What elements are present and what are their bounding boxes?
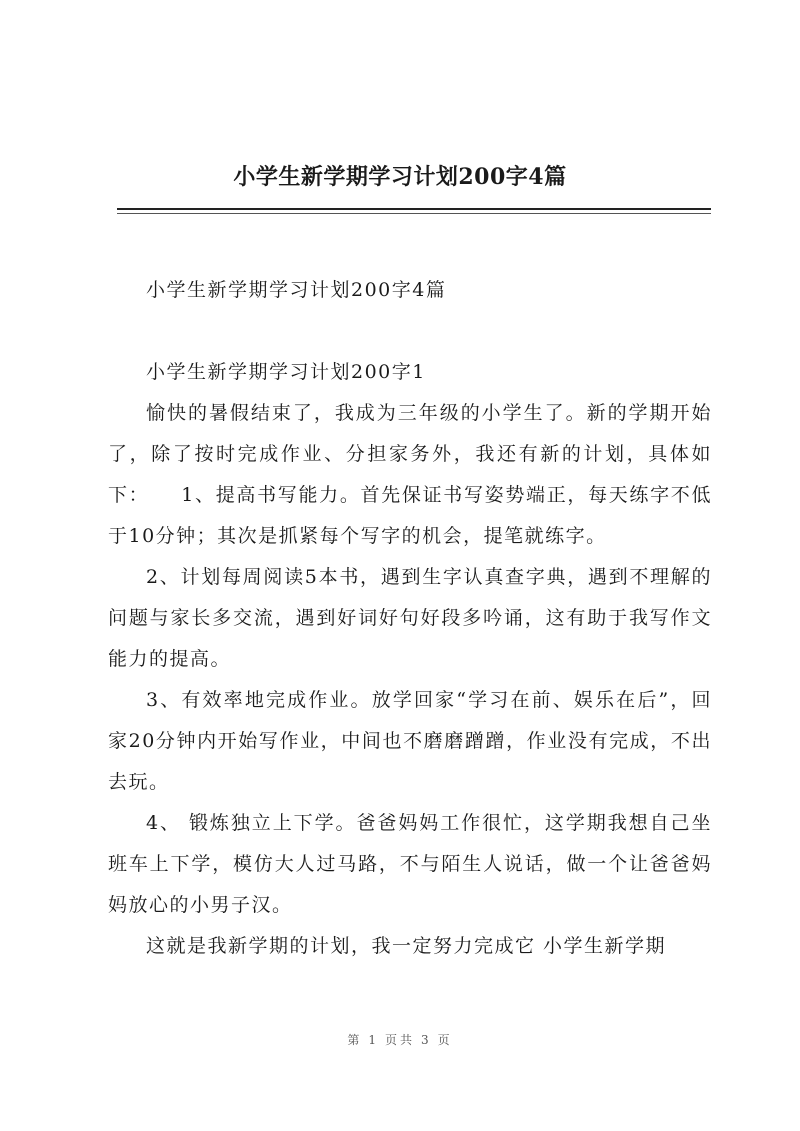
footer-mid: 页共 (384, 1033, 415, 1047)
body-paragraph: 4、 锻炼独立上下学。爸爸妈妈工作很忙，这学期我想自己坐班车上下学，模仿大人过马路，不与陌生人说话，做一个让爸爸妈妈放心的小男子汉。 (108, 812, 712, 916)
footer-current-page: 1 (368, 1033, 379, 1047)
footer-suffix: 页 (437, 1033, 453, 1047)
footer-total-pages: 3 (421, 1033, 432, 1047)
body-paragraph: 3、有效率地完成作业。放学回家“学习在前、娱乐在后”，回家20分钟内开始写作业，中间也不磨磨蹭蹭，作业没有完成，不出去玩。 (108, 689, 712, 793)
page-footer (0, 1031, 800, 1048)
document-title: 小学生新学期学习计划200字4篇 (146, 279, 447, 301)
section-heading: 小学生新学期学习计划200字1 (146, 361, 426, 383)
document-body (108, 270, 712, 967)
body-paragraph: 这就是我新学期的计划，我一定努力完成它 小学生新学期 (146, 935, 667, 957)
page-header-title: 小学生新学期学习计划200字4篇 (233, 164, 567, 190)
header-rule-thin (117, 213, 711, 214)
body-paragraph: 愉快的暑假结束了，我成为三年级的小学生了。新的学期开始了，除了按时完成作业、分担家务外，我还有新的计划，具体如下： 1、提高书写能力。首先保证书写姿势端正，每天练字不低于10分钟；其次是抓紧每个写字的机会，提笔就练字。 (108, 402, 712, 547)
body-paragraph: 2、计划每周阅读5本书，遇到生字认真查字典，遇到不理解的问题与家长多交流，遇到好词好句好段多吟诵，这有助于我写作文能力的提高。 (108, 566, 712, 670)
footer-prefix: 第 (347, 1033, 363, 1047)
header-rule (117, 208, 711, 210)
